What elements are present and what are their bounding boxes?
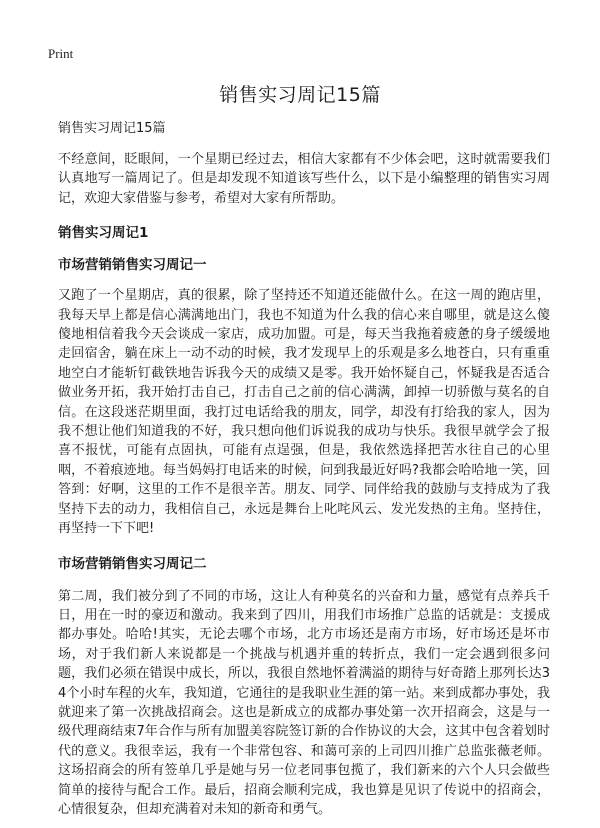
section-heading-marketing1: 市场营销销售实习周记一	[58, 257, 207, 274]
document-subtitle: 销售实习周记15篇	[58, 121, 166, 136]
section-heading-marketing2: 市场营销销售实习周记二	[58, 555, 207, 572]
intro-paragraph: 不经意间，眨眼间，一个星期已经过去，相信大家都有不少体会吧，这时就需要我们认真地写一篇周记了。但是却发现不知道该写些什么，以下是小编整理的销售实习周记，欢迎大家借鉴与参考，希望对大家有所帮助。	[58, 152, 550, 206]
section-heading-week1: 销售实习周记1	[58, 225, 149, 242]
marketing1-paragraph: 又跑了一个星期店，真的很累，除了坚持还不知道还能做什么。在这一周的跑店里，我每天早上都是信心满满地出门，我也不知道为什么我的信心来自哪里，就是这么傻傻地相信着我今天会谈成一家店，成功加盟。可是，每天当我拖着疲惫的身子缓缓地走回宿舍，躺在床上一动不动的时候，我才发现早上的乐观是多么地苍白，只有重重地空白才能斩钉截铁地告诉我今天的成绩又是零。我开始怀疑自己，怀疑我是否适合做业务开拓，我开始打击自己，打击自己之前的信心满满，卸掉一切骄傲与莫名的自信。在这段迷茫期里面，我打过电话给我的朋友，同学，却没有打给我的家人，因为我不想让他们知道我的不好，我只想向他们诉说我的成功与快乐。我很早就学会了报喜不报忧，可能有点固执，可能有点逞强，但是，我依然选择把苦水往自己的心里咽，不着痕迹地。每当妈妈打电话来的时候，问到我最近好吗?我都会哈哈地一笑，回答到：好啊，这里的工作不是很辛苦。朋友、同学、同伴给我的鼓励与支持成为了我坚持下去的动力，我相信自己，永远是舞台上叱咤风云、发光发热的主角。坚持住，再坚持一下下吧!	[58, 288, 550, 537]
marketing2-paragraph: 第二周，我们被分到了不同的市场，这让人有种莫名的兴奋和力量，感觉有点养兵千日，用在一时的豪迈和激动。我来到了四川，用我们市场推广总监的话就是：支援成都办事处。哈哈!其实，无论去哪个市场，北方市场还是南方市场，好市场还是坏市场，对于我们新人来说都是一个挑战与机遇并重的转折点，我们一定会遇到很多问题，我们必须在错误中成长，所以，我很自然地怀着满溢的期待与好奇踏上那列长达34个小时车程的火车，我知道，它通往的是我职业生涯的第一站。来到成都办事处，我就迎来了第一次挑战招商会。这也是新成立的成都办事处第一次开招商会，这是与一级代理商结束7年合作与所有加盟美容院签订新的合作协议的大会，这其中包含着划时代的意义。我很幸运，我有一个非常包容、和蔼可亲的上司四川推广总监张薇老师。这场招商会的所有签单几乎是她与另一位老同事包揽了，我们新来的六个人只会做些简单的接待与配合工作。最后，招商会顺利完成，我也算是见识了传说中的招商会，心情很复杂，但却充满着对未知的新奇和勇气。	[58, 588, 550, 817]
document-body	[58, 120, 550, 819]
print-link[interactable]: Print	[48, 46, 74, 61]
document-title: 销售实习周记15篇	[219, 84, 381, 106]
